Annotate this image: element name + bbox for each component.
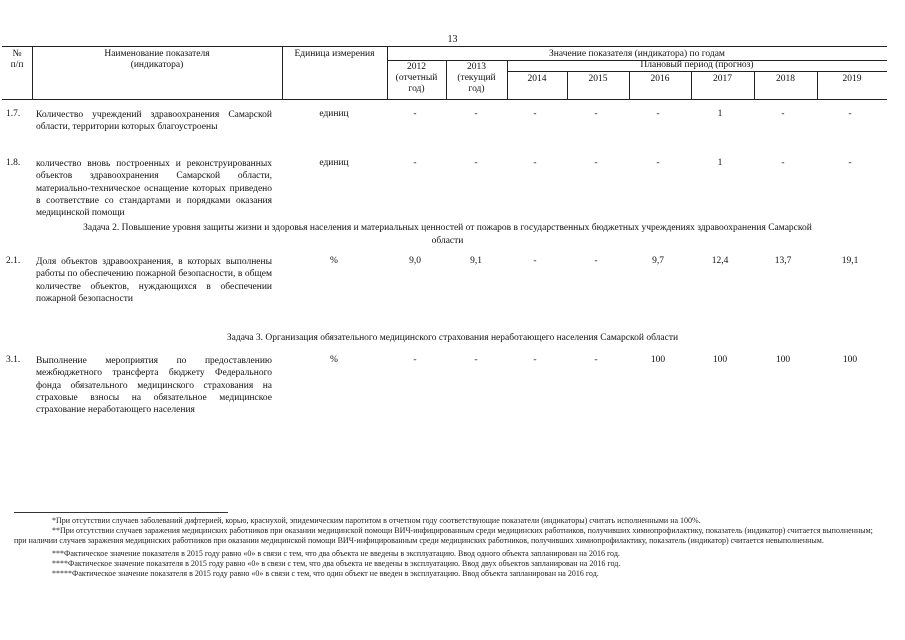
footnote-2: **При отсутствии случаев заражения медицинских работников при оказании медицинской помощи ВИЧ-инфицированным среди медицинских работников, получивших химиопрофилактику, показатель (индикатор) считается выполненным; при наличии случаев заражения медицинских работников при оказании медицинской помощи ВИЧ-инфицированным среди медицинских работников, получивших химиопрофилактику, показатель (индикатор) считается невыполненным.	[14, 526, 873, 546]
value-2017: 100	[712, 355, 728, 365]
header-name: Наименование показателя (индикатора)	[104, 49, 210, 70]
row-number: 2.1.	[6, 256, 21, 266]
footnote-3: ***Фактическое значение показателя в 2015 году равно «0» в связи с тем, что два объекта не введены в эксплуатацию. Ввод одного объекта запланирован на 2016 год.	[52, 548, 620, 558]
value-2016: -	[656, 109, 660, 119]
value-2019: -	[848, 158, 852, 168]
header-planned-period: Плановый период (прогноз)	[640, 60, 754, 70]
row-indicator-name: количество вновь построенных и реконструированных объектов здравоохранения Самарской области, материально-техническое оснащение которых приведено в соответствие со стандартами и порядками оказания медицинской помощи	[36, 159, 272, 219]
header-unit: Единица измерения	[294, 49, 375, 59]
value-2018: 13,7	[774, 256, 792, 266]
value-2013: -	[474, 158, 478, 168]
header-year-2013: 2013 (текущий год)	[457, 62, 496, 94]
value-2019: -	[848, 109, 852, 119]
row-unit: %	[330, 355, 338, 365]
header-num: № п/п	[10, 49, 24, 70]
header-year-2019: 2019	[842, 74, 862, 84]
value-2016: -	[656, 158, 660, 168]
value-2013: -	[474, 355, 478, 365]
value-2019: 19,1	[841, 256, 859, 266]
value-2012: -	[413, 109, 417, 119]
header-year-2014: 2014	[527, 74, 547, 84]
value-2017: 12,4	[711, 256, 729, 266]
value-2015: -	[594, 256, 598, 266]
value-2013: -	[474, 109, 478, 119]
header-year-2016: 2016	[650, 74, 670, 84]
row-divider	[507, 71, 887, 72]
table-header	[2, 46, 887, 100]
value-2014: -	[533, 158, 537, 168]
value-2018: -	[781, 158, 785, 168]
row-indicator-name: Выполнение мероприятия по предоставлению межбюджетного трансферта бюджету Федерального фонда обязательного медицинского страхования на страховые взносы на обязательное медицинское страхование неработающего населения	[36, 356, 272, 416]
value-2012: -	[413, 158, 417, 168]
value-2015: -	[594, 158, 598, 168]
row-number: 3.1.	[6, 355, 21, 365]
row-unit: %	[330, 256, 338, 266]
value-2012: -	[413, 355, 417, 365]
value-2017: 1	[717, 109, 723, 119]
footnote-1: *При отсутствии случаев заболеваний дифтерией, корью, краснухой, эпидемическим паротитом в отчетном году соответствующие показатели (индикаторы) считать исполненными на 100%.	[52, 516, 701, 525]
value-2014: -	[533, 109, 537, 119]
row-indicator-name: Доля объектов здравоохранения, в которых выполнены работы по обеспечению пожарной безопасности, в общем количестве объектов, нуждающихся в обеспечении пожарной безопасности	[36, 257, 272, 304]
task-2-heading: Задача 2. Повышение уровня защиты жизни и здоровья населения и материальных ценностей от пожаров в государственных бюджетных учреждениях здравоохранения Самарской области	[83, 223, 812, 246]
task-3-heading: Задача 3. Организация обязательного медицинского страхования неработающего населения Самарской области	[226, 333, 679, 343]
value-2015: -	[594, 109, 598, 119]
row-number: 1.8.	[6, 158, 21, 168]
row-unit: единиц	[319, 158, 349, 168]
value-2016: 100	[650, 355, 666, 365]
value-2019: 100	[842, 355, 858, 365]
footnotes	[14, 516, 882, 579]
row-unit: единиц	[319, 109, 349, 119]
row-number: 1.7.	[6, 109, 21, 119]
header-year-2018: 2018	[776, 74, 795, 84]
header-year-2015: 2015	[588, 74, 608, 84]
value-2016: 9,7	[652, 256, 664, 266]
footnote-5: *****Фактическое значение показателя в 2015 году равно «0» в связи с тем, что один объект не введен в эксплуатацию. Ввод объекта запланирован на 2016 год.	[52, 569, 599, 579]
value-2018: 100	[775, 355, 791, 365]
value-2013: 9,1	[470, 256, 482, 266]
footnote-separator	[14, 512, 228, 513]
value-2012: 9,0	[409, 256, 421, 266]
page-number: 13	[447, 34, 458, 45]
footnote-4: ****Фактическое значение показателя в 2015 году равно «0» в связи с тем, что два объекта не введены в эксплуатацию. Ввод двух объектов запланирован на 2016 год.	[52, 558, 621, 568]
value-2014: -	[533, 355, 537, 365]
header-year-2012: 2012 (отчетный год)	[395, 62, 438, 94]
header-values-by-year: Значение показателя (индикатора) по годам	[549, 49, 725, 59]
value-2018: -	[781, 109, 785, 119]
value-2015: -	[594, 355, 598, 365]
header-year-2017: 2017	[713, 74, 732, 84]
value-2014: -	[533, 256, 537, 266]
value-2017: 1	[717, 158, 723, 168]
row-indicator-name: Количество учреждений здравоохранения Самарской области, территории которых благоустроены	[36, 110, 272, 133]
